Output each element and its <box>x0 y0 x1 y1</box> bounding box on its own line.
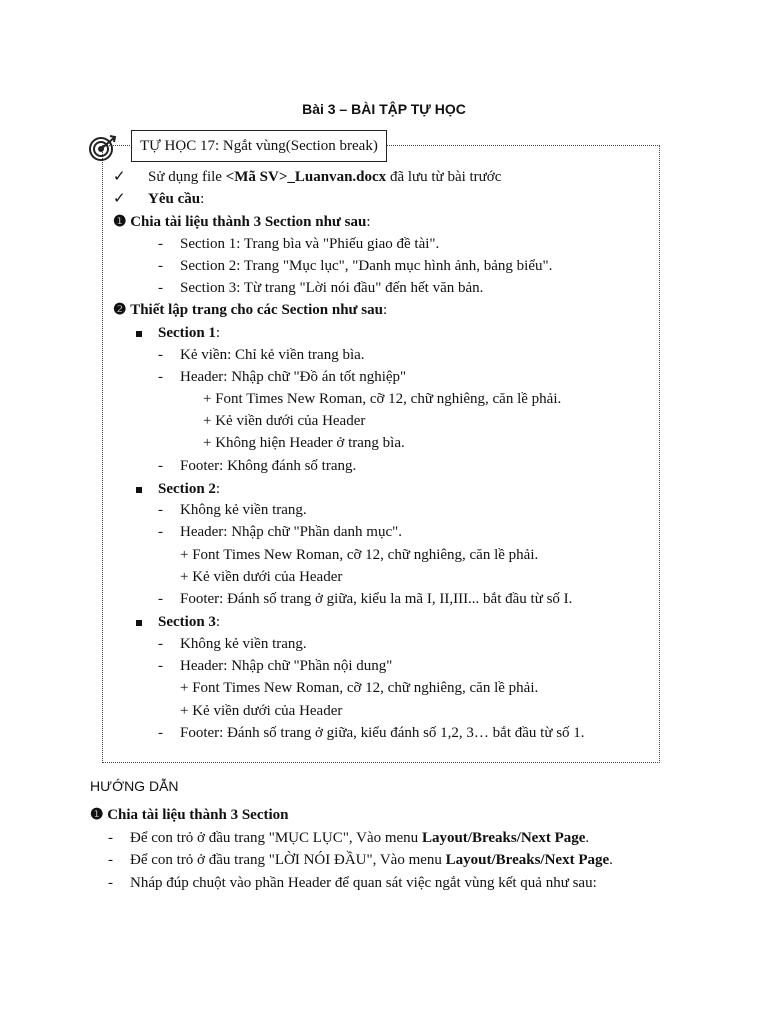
dash-icon: - <box>158 658 163 674</box>
square-bullet-icon <box>136 323 142 343</box>
s2-footer: Footer: Đánh số trang ở giữa, kiểu la mã I, II,III... bắt đầu từ số I. <box>180 591 573 607</box>
section-label-text: Section 3 <box>158 614 216 630</box>
guide-item <box>130 850 613 870</box>
part2-heading <box>113 300 387 320</box>
guide-heading: HƯỚNG DẪN <box>90 778 179 794</box>
guide-item-end: . <box>585 830 590 846</box>
dash-icon: - <box>158 502 163 518</box>
colon: : <box>200 191 205 207</box>
colon: : <box>215 614 221 630</box>
dash-icon: - <box>158 280 163 296</box>
guide-item <box>130 828 589 848</box>
requirements-label <box>148 189 204 209</box>
page-title: Bài 3 – BÀI TẬP TỰ HỌC <box>302 101 466 117</box>
s1-footer: Footer: Không đánh số trang. <box>180 458 357 474</box>
colon: : <box>215 481 221 497</box>
dash-icon: - <box>108 875 113 891</box>
number-2-icon: ❷ <box>113 302 127 318</box>
part1-item: Section 1: Trang bìa và "Phiếu giao đề tài". <box>180 236 440 252</box>
s3-header: Header: Nhập chữ "Phần nội dung" <box>180 658 393 674</box>
s2-sub-item: + Kẻ viền dưới của Header <box>180 569 343 585</box>
guide-item-text: Để con trỏ ở đầu trang "LỜI NÓI ĐẦU", Vào menu <box>130 852 446 868</box>
intro-text-end: đã lưu từ bài trước <box>386 169 502 185</box>
intro-text: Sử dụng file <box>148 169 226 185</box>
s3-sub-item: + Font Times New Roman, cỡ 12, chữ nghiêng, căn lề phải. <box>180 680 539 696</box>
section-label-text: Section 1 <box>158 325 216 341</box>
s3-sub-item: + Kẻ viền dưới của Header <box>180 703 343 719</box>
dash-icon: - <box>158 369 163 385</box>
colon: : <box>366 214 371 230</box>
part2-heading-text: Thiết lập trang cho các Section như sau <box>130 302 383 318</box>
dash-icon: - <box>158 458 163 474</box>
s1-sub-item: + Kẻ viền dưới của Header <box>203 413 366 429</box>
file-name: <Mã SV>_Luanvan.docx <box>225 169 387 185</box>
part1-item: Section 2: Trang "Mục lục", "Danh mục hình ảnh, bảng biểu". <box>180 258 553 274</box>
part1-item: Section 3: Từ trang "Lời nói đầu" đến hết văn bản. <box>180 280 484 296</box>
s1-sub-item: + Font Times New Roman, cỡ 12, chữ nghiêng, căn lề phải. <box>203 391 562 407</box>
number-1-icon: ❶ <box>90 807 104 823</box>
guide-part1-heading-text: Chia tài liệu thành 3 Section <box>107 807 289 823</box>
target-icon <box>88 134 118 162</box>
number-1-icon: ❶ <box>113 214 127 230</box>
guide-part1-heading <box>90 805 288 825</box>
s1-header: Header: Nhập chữ "Đồ án tốt nghiệp" <box>180 369 407 385</box>
guide-item-text: Nháp đúp chuột vào phần Header để quan sát việc ngắt vùng kết quả như sau: <box>130 875 597 891</box>
menu-path: Layout/Breaks/Next Page <box>421 830 586 846</box>
part1-heading-text: Chia tài liệu thành 3 Section như sau <box>130 214 367 230</box>
guide-item-text: Để con trỏ ở đầu trang "MỤC LỤC", Vào menu <box>130 830 422 846</box>
s1-sub-item: + Không hiện Header ở trang bìa. <box>203 435 405 451</box>
square-bullet-icon <box>136 612 142 632</box>
dash-icon: - <box>158 258 163 274</box>
section-label-text: Section 2 <box>158 481 216 497</box>
s3-footer: Footer: Đánh số trang ở giữa, kiểu đánh số 1,2, 3… bắt đầu từ số 1. <box>180 725 585 741</box>
intro-line-1 <box>148 167 501 187</box>
dash-icon: - <box>158 591 163 607</box>
guide-item-end: . <box>609 852 613 868</box>
colon: : <box>382 302 388 318</box>
s2-border: Không kẻ viền trang. <box>180 502 307 518</box>
square-bullet-icon <box>136 479 142 499</box>
menu-path: Layout/Breaks/Next Page <box>445 852 610 868</box>
s2-header: Header: Nhập chữ "Phần danh mục". <box>180 524 402 540</box>
dash-icon: - <box>158 524 163 540</box>
section2-label <box>158 479 220 499</box>
dash-icon: - <box>108 830 113 846</box>
s2-sub-item: + Font Times New Roman, cỡ 12, chữ nghiêng, căn lề phải. <box>180 547 539 563</box>
dash-icon: - <box>108 852 113 868</box>
dash-icon: - <box>158 236 163 252</box>
exercise-title: TỰ HỌC 17: Ngắt vùng(Section break) <box>131 130 387 162</box>
check-icon: ✓ <box>113 191 126 207</box>
dash-icon: - <box>158 347 163 363</box>
colon: : <box>215 325 221 341</box>
s1-border: Kẻ viền: Chỉ kẻ viền trang bìa. <box>180 347 365 363</box>
section3-label <box>158 612 220 632</box>
guide-item <box>130 873 597 893</box>
s3-border: Không kẻ viền trang. <box>180 636 307 652</box>
part1-heading <box>113 212 371 232</box>
check-icon: ✓ <box>113 169 126 185</box>
dash-icon: - <box>158 636 163 652</box>
section1-label <box>158 323 220 343</box>
dash-icon: - <box>158 725 163 741</box>
requirements-text: Yêu cầu <box>148 191 201 207</box>
